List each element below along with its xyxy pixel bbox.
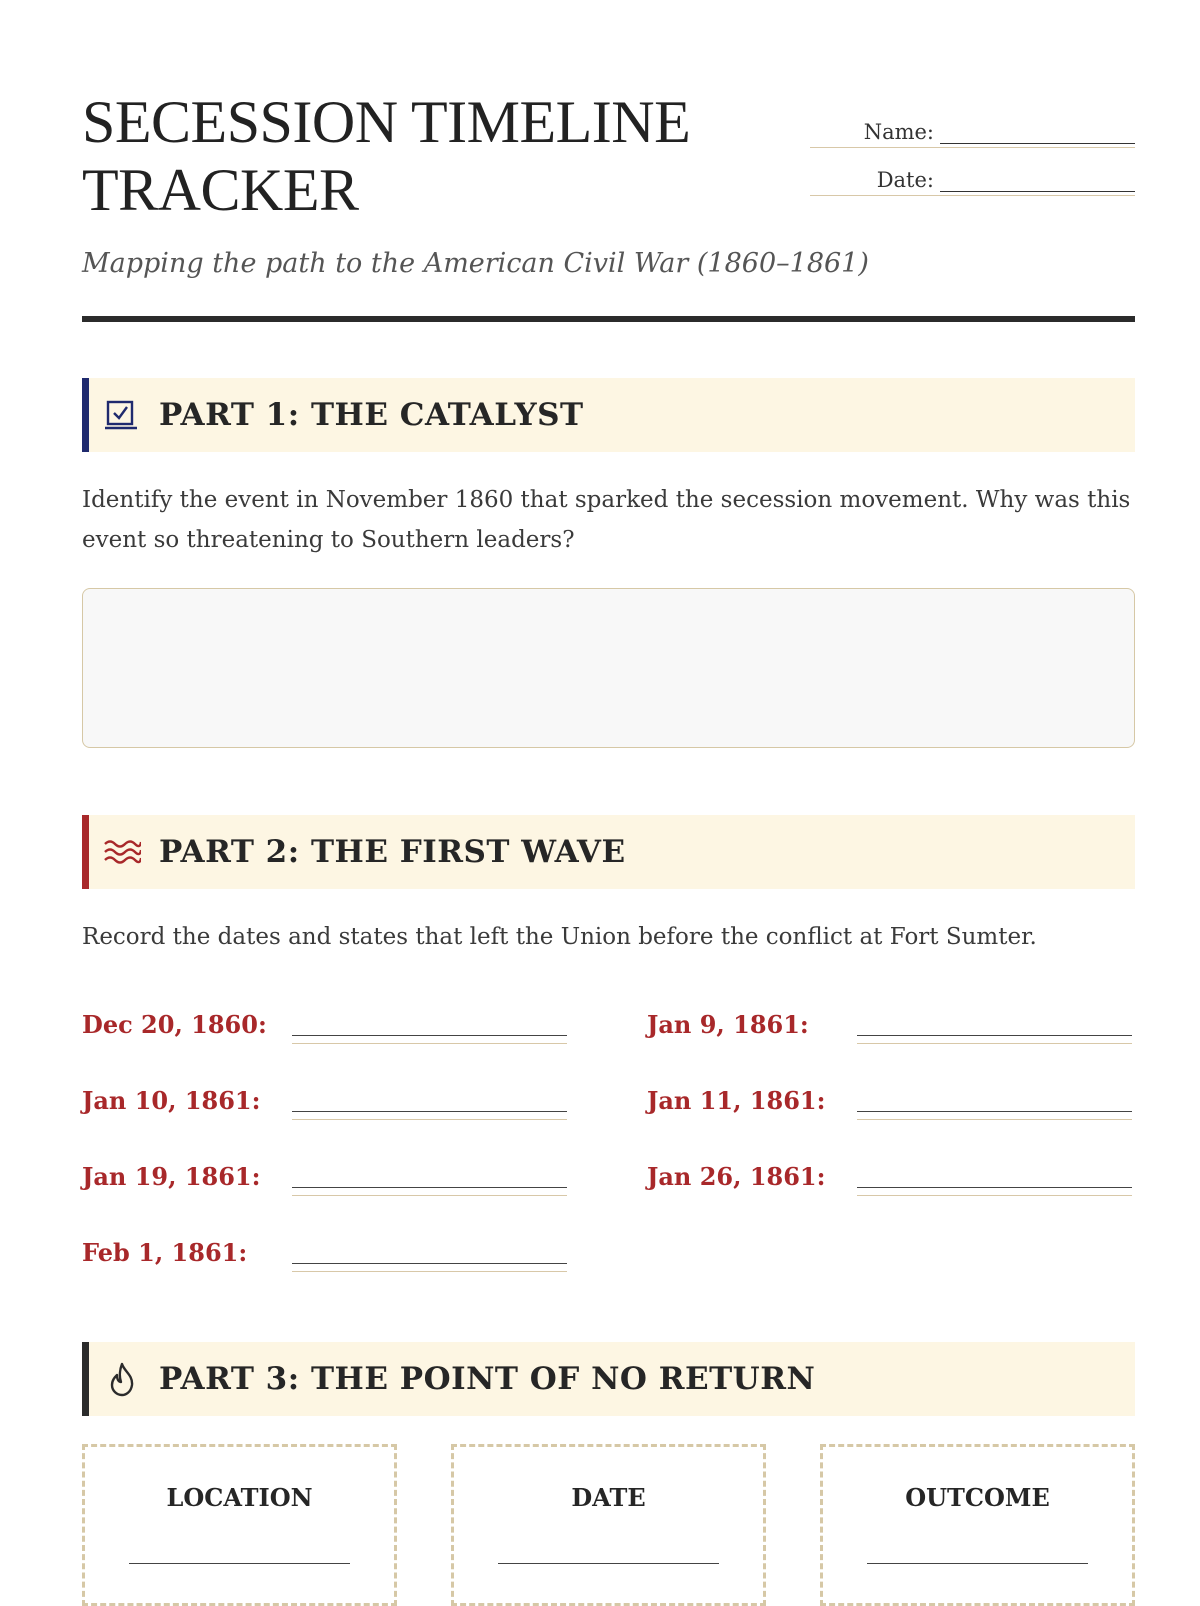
outcome-blank[interactable]: [867, 1563, 1088, 1564]
state-blank[interactable]: [292, 1166, 567, 1196]
secession-entry: [647, 1080, 1132, 1120]
outcome-heading: OUTCOME: [905, 1483, 1050, 1512]
secession-date: Jan 26, 1861:: [647, 1161, 826, 1191]
part2-header: [82, 815, 1135, 889]
state-blank[interactable]: [292, 1242, 567, 1272]
date-box[interactable]: [451, 1444, 766, 1606]
waves-icon: [103, 835, 141, 869]
date-heading: DATE: [571, 1483, 646, 1512]
location-blank[interactable]: [129, 1563, 350, 1564]
location-box[interactable]: [82, 1444, 397, 1606]
state-blank[interactable]: [292, 1014, 567, 1044]
part1-prompt: Identify the event in November 1860 that sparked the secession movement. Why was this event so threatening to Southern leaders?: [82, 487, 1131, 553]
page-title: [82, 88, 690, 224]
part1-answer-box[interactable]: [82, 588, 1135, 748]
flame-icon: [103, 1362, 141, 1396]
title-line-2: TRACKER: [82, 157, 359, 223]
secession-date: Jan 10, 1861:: [82, 1085, 261, 1115]
state-blank[interactable]: [292, 1090, 567, 1120]
state-blank[interactable]: [857, 1014, 1132, 1044]
header-divider: [82, 316, 1135, 322]
outcome-box[interactable]: [820, 1444, 1135, 1606]
date-blank[interactable]: [940, 171, 1135, 192]
part1-header: [82, 378, 1135, 452]
title-line-1: SECESSION TIMELINE: [82, 89, 691, 155]
location-heading: LOCATION: [166, 1483, 313, 1512]
secession-entry: [647, 1004, 1132, 1044]
secession-date: Jan 11, 1861:: [647, 1085, 826, 1115]
secession-date: Jan 19, 1861:: [82, 1161, 261, 1191]
name-field[interactable]: [810, 110, 1135, 148]
date-blank-line[interactable]: [498, 1563, 719, 1564]
date-field[interactable]: [810, 158, 1135, 196]
part2-title: PART 2: THE FIRST WAVE: [159, 834, 626, 870]
part3-title: PART 3: THE POINT OF NO RETURN: [159, 1361, 816, 1397]
date-label: Date:: [876, 168, 934, 192]
part3-header: [82, 1342, 1135, 1416]
checkbox-icon: [103, 398, 141, 432]
secession-entry: [82, 1156, 567, 1196]
secession-date: Feb 1, 1861:: [82, 1237, 248, 1267]
part2-prompt: Record the dates and states that left the Union before the conflict at Fort Sumter.: [82, 924, 1037, 950]
secession-entry: [82, 1004, 567, 1044]
page-subtitle: Mapping the path to the American Civil War (1860–1861): [82, 248, 869, 279]
secession-date: Dec 20, 1860:: [82, 1009, 267, 1039]
student-info: [810, 110, 1135, 206]
state-blank[interactable]: [857, 1090, 1132, 1120]
secession-entry: [82, 1232, 567, 1272]
name-blank[interactable]: [940, 123, 1135, 144]
secession-date: Jan 9, 1861:: [647, 1009, 809, 1039]
part1-title: PART 1: THE CATALYST: [159, 397, 584, 433]
secession-entry: [647, 1156, 1132, 1196]
name-label: Name:: [863, 120, 934, 144]
secession-entry: [82, 1080, 567, 1120]
state-blank[interactable]: [857, 1166, 1132, 1196]
